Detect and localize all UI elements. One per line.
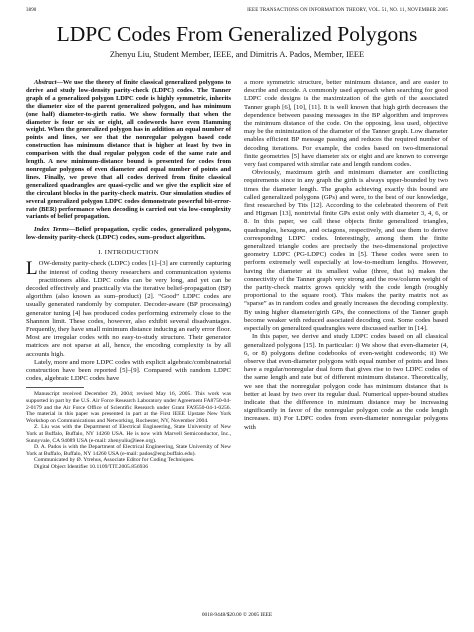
abstract-text: —We use the theory of finite classical generalized polygons to derive and study low-density parity-check (LDPC) codes. The Tanner graph of a generalized polygon LDPC code is highly symmetric, inherits the diameter size of the parent generalized polygon, and has minimum (one half) diameter-to-girth ratio. We show formally that when the diameter is four or six or eight, all codewords have even Hamming weight. When the generalized polygon has in addition an equal number of points and lines, we see that the nonregular polygon based code construction has minimum distance that is higher at least by two in comparison with the dual regular polygon code of the same rate and length. A new minimum-distance bound is presented for codes from nonregular polygons of even diameter and equal number of points and lines. Finally, we prove that all codes derived from finite classical generalized quadrangles are quasi-cyclic and we give the explicit size of the circulant blocks in the parity-check matrix. Our simulation studies of several generalized polygon LDPC codes demonstrate powerful bit-error-rate (BER) performance when decoding is carried out via low-complexity variants of belief propagation.: [26, 79, 231, 221]
author-line: Zhenyu Liu, Student Member, IEEE, and Dimitris A. Pados, Member, IEEE: [109, 50, 365, 59]
journal-name: IEEE TRANSACTIONS ON INFORMATION THEORY, VOL. 51, NO. 11, NOVEMBER 2005: [247, 8, 448, 13]
footnote-pados: D. A. Pados is with the Department of Electrical Engineering, State University of New York at Buffalo, Buffalo, NY 14260 USA (e-mail: pados@eng.buffalo.edu).: [26, 444, 231, 457]
right-paragraph-1: a more symmetric structure, better minimum distance, and are easier to describe and encode. A commonly used approach when searching for good LDPC code designs is the maximization of the girth of the associated Tanner graph [6], [10], [11]. It is well known that high girth decreases the dependence between passing messages in the BP algorithm and improves the minimum distance of the code. On the opposing, less used, objective may be the minimization of the diameter of the Tanner graph. Low diameter enables efficient BP message passing and reduces the required number of decoding iterations. For example, the codes based on two-dimensional finite geometries [5] have diameter six or eight and are known to converge very fast compared with similar rate and length random codes.: [244, 79, 448, 169]
abstract: [26, 79, 231, 221]
footnote-manuscript: Manuscript received December 29, 2004; revised May 16, 2005. This work was supported in part by the U.S. Air Force Research Laboratory under Agreement FA8750-04-2-0179 and the Air Force Office of Scientific Research under Grant FA9550-04-1-0256. The material in this paper was presented in part at the First IEEE Upstate New York Workshop on Communications and Networking, Rochester, NY, November 2004.: [26, 391, 231, 424]
abstract-lead: Abstract: [34, 79, 57, 86]
index-terms-lead: Index Terms: [34, 226, 69, 234]
left-column: [26, 79, 231, 471]
page-number: 3890: [26, 8, 37, 13]
index-terms-text: —Belief propagation, cyclic codes, generalized polygons, low-density parity-check (LDPC) codes, sum–product algorithm.: [26, 226, 231, 242]
intro-paragraph-2: Lately, more and more LDPC codes with explicit algebraic/combinatorial construction have been reported [5]–[9]. Compared with random LDPC codes, algebraic LDPC codes have: [26, 358, 231, 383]
footnote-rule: [26, 387, 84, 388]
index-terms: [26, 226, 231, 242]
section-heading: I. INTRODUCTION: [98, 249, 159, 257]
footnote-doi: Digital Object Identifier 10.1109/TIT.2005.856936: [34, 463, 149, 470]
footnote-communicated: Communicated by Ø. Ytrehus, Associate Editor for Coding Techniques.: [34, 457, 195, 464]
copyright-footer: 0018-9448/$20.00 © 2005 IEEE: [201, 612, 273, 618]
intro-paragraph-1: [26, 260, 231, 358]
footnote-liu: Z. Liu was with the Department of Electrical Engineering, State University of New York at Buffalo, Buffalo, NY 14260 USA. He is now with Marvell Semiconductor, Inc., Sunnyvale, CA 94089 USA (e-mail: zhenyuliu@ieee.org).: [26, 424, 231, 444]
intro-text-1: OW-density parity-check (LDPC) codes [1]–[3] are currently capturing the interest of coding theory researchers and communication systems practitioners alike. LDPC codes can be very long, and yet can be decoded effectively and practically via the iterative belief-propagation (BP) algorithm (also known as sum–product) [2]. “Good” LDPC codes are usually generated randomly by computer. Decoder-aware (BP processing) generator tuning [4] has produced codes performing extremely close to the Shannon limit. These codes, however, also exhibit several disadvantages. Frequently, they have small minimum distance inducing an early error floor. Most are irregular codes with no easy-to-study structure. Their generator matrices are not sparse at all, hence, the encoding complexity is by all accounts high.: [26, 260, 231, 358]
drop-cap: L: [26, 258, 38, 280]
right-paragraph-3: In this paper, we derive and study LDPC codes based on all classical generalized polygons [15]. In particular: i) We show that even-diameter (4, 6, or 8) polygons define codebooks of even-weight codewords; ii) We observe that even-diameter polygons with equal number of points and lines have a regular/nonregular dual form that gives rise to two LDPC codes of the same length and rate but of different minimum distance. Theoretically, we see that the nonregular polygon code has minimum distance that is better at least by two over its regular dual. Numerical upper-bound studies indicate that the difference in minimum distance may be increasing significantly in favor of the nonregular polygon code as the code length increases. iii) For LDPC codes from even-diameter nonregular polygons with: [244, 333, 448, 431]
paper-title: LDPC Codes From Generalized Polygons: [56, 22, 418, 46]
running-header: [26, 8, 448, 18]
right-paragraph-2: Obviously, maximum girth and minimum diameter are conflicting requirements since in any graph the girth is always upper-bounded by two times the diameter length. The graphs achieving exactly this bound are called generalized polygons (GPs) and were, to the best of our knowledge, first researched by Tits [12]. According to the celebrated theorem of Feit and Higman [13], nontrivial finite GPs exist only with diameter 3, 4, 6, or 8. In this paper, we call these objects finite generalized triangles, quadrangles, hexagons, and octagons, respectively, and use them to derive corresponding LDPC codes. Interestingly, among them the finite generalized triangle codes are precisely the two-dimensional projective geometry LDPC (PG-LDPC) codes in [5]. These codes were seen to perform extremely well especially at low-to-medium lengths. However, having the diameter at its smallest value (three, that is) makes the connectivity of the Tanner graph very strong and the row/column weight of the parity-check matrix grows quickly with the code length (roughly proportional to the square root). This makes the parity matrix not as “sparse” as in random codes and greatly increases the decoding complexity. By using higher diameter/girth GPs, the connections of the Tanner graph become weaker with reduced associated decoding cost. Some codes based especially on generalized quadrangles were discussed earlier in [14].: [244, 169, 448, 333]
right-column: [244, 79, 448, 432]
